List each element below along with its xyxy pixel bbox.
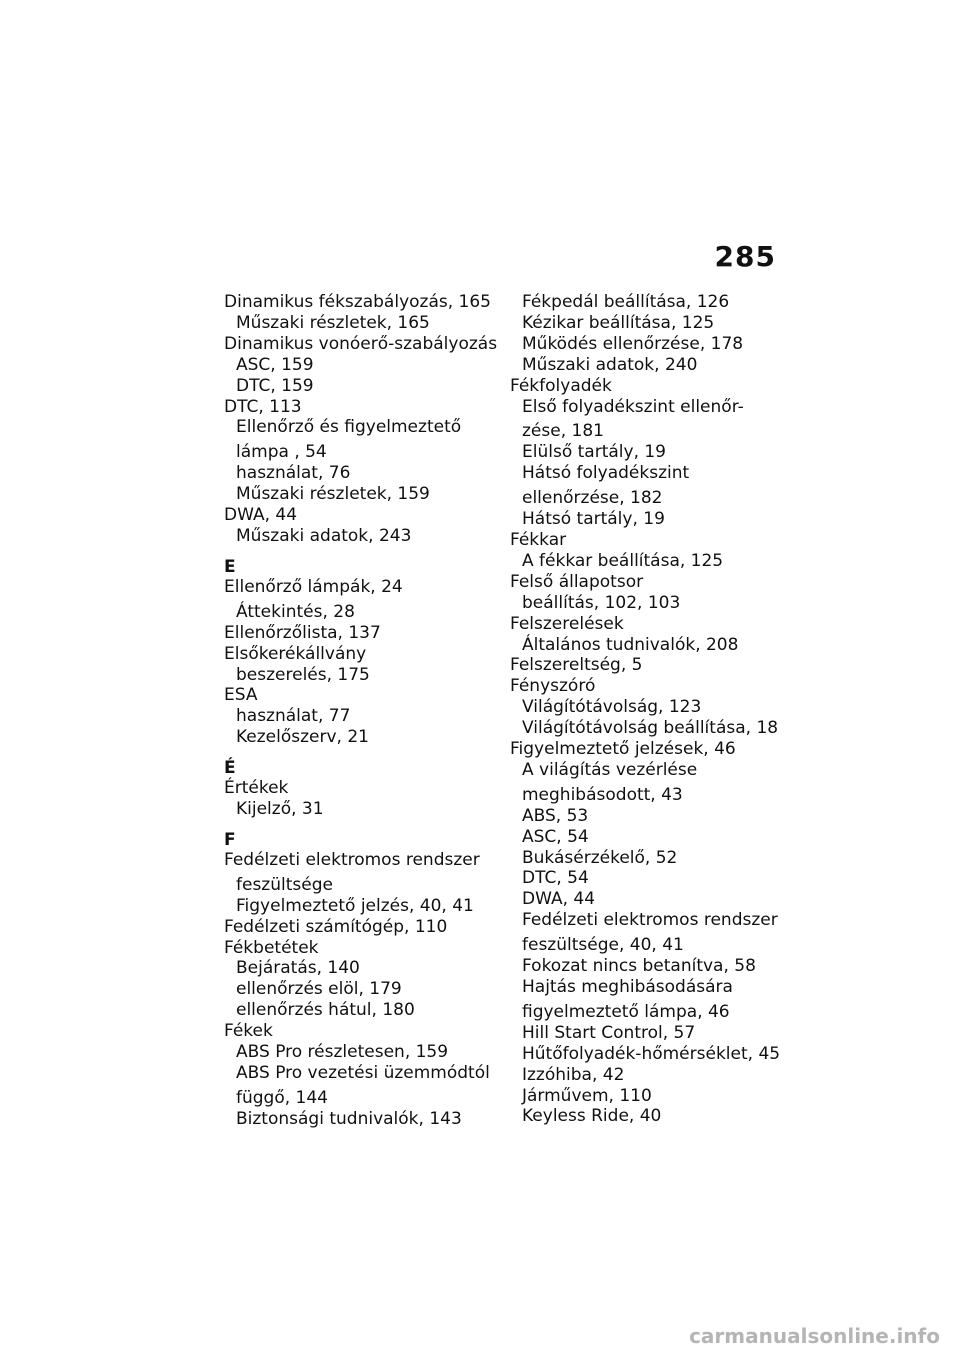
- index-subentry: Általános tudnivalók, 208: [522, 634, 739, 655]
- index-entry: Ellenőrzőlista, 137: [224, 622, 381, 643]
- index-subentry: A fékkar beállítása, 125: [522, 550, 724, 571]
- index-entry: Felszerelések: [510, 613, 624, 634]
- index-entry: Figyelmeztető jelzések, 46: [510, 739, 736, 760]
- index-subentry: Kezelőszerv, 21: [236, 727, 369, 748]
- index-section-letter: E: [224, 556, 236, 577]
- watermark-text: carmanualsonline.info: [689, 1324, 940, 1348]
- index-subentry: DWA, 44: [522, 889, 596, 910]
- index-subentry: Világítótávolság beállítása, 18: [522, 718, 779, 739]
- index-subentry: Biztonsági tudnivalók, 143: [236, 1108, 462, 1129]
- index-subentry: Hill Start Control, 57: [522, 1022, 696, 1043]
- index-subentry: Fokozat nincs betanítva, 58: [522, 956, 756, 977]
- index-entry: DWA, 44: [224, 505, 298, 526]
- index-subentry: figyelmeztető lámpa, 46: [522, 1001, 730, 1022]
- index-subentry: beállítás, 102, 103: [522, 592, 681, 613]
- index-subentry: Áttekintés, 28: [236, 601, 355, 622]
- index-entry: Értékek: [224, 778, 289, 799]
- index-subentry: beszerelés, 175: [236, 664, 370, 685]
- index-entry: Felső állapotsor: [510, 571, 644, 592]
- index-subentry: Hátsó tartály, 19: [522, 509, 665, 530]
- index-subentry: Hajtás meghibásodására: [522, 977, 733, 997]
- index-subentry: ellenőrzés hátul, 180: [236, 1000, 415, 1021]
- index-column-left: [224, 292, 504, 1130]
- index-entry: Fényszóró: [510, 676, 596, 697]
- index-subentry: használat, 77: [236, 706, 351, 727]
- index-subentry: ASC, 54: [522, 826, 589, 847]
- index-subentry: Fedélzeti elektromos rendszer: [522, 910, 778, 931]
- index-entry: DTC, 113: [224, 396, 302, 417]
- index-entry: Fékfolyadék: [510, 375, 612, 396]
- index-entry: Dinamikus fékszabályozás, 165: [224, 292, 491, 312]
- index-subentry: Járművem, 110: [522, 1085, 652, 1106]
- index-subentry: Elülső tartály, 19: [522, 442, 667, 463]
- index-subentry: Keyless Ride, 40: [522, 1106, 662, 1127]
- index-subentry: lámpa , 54: [236, 442, 327, 463]
- index-subentry: feszültsége, 40, 41: [522, 935, 684, 956]
- index-entry: Fedélzeti elektromos rendszer: [224, 849, 480, 870]
- index-entry: Fékkar: [510, 529, 567, 550]
- index-subentry: DTC, 54: [522, 868, 589, 889]
- index-subentry: zése, 181: [522, 421, 604, 442]
- index-subentry: ellenőrzése, 182: [522, 488, 663, 509]
- index-entry: Felszereltség, 5: [510, 655, 643, 676]
- index-subentry: Első folyadékszint ellenőr-: [522, 396, 744, 417]
- index-subentry: Világítótávolság, 123: [522, 697, 702, 718]
- index-subentry: függő, 144: [236, 1087, 328, 1108]
- page-number: 285: [714, 240, 776, 273]
- index-subentry: Műszaki részletek, 165: [236, 312, 430, 333]
- index-subentry: Izzóhiba, 42: [522, 1064, 625, 1085]
- index-subentry: Figyelmeztető jelzés, 40, 41: [236, 895, 474, 916]
- index-subentry: Működés ellenőrzése, 178: [522, 333, 744, 354]
- index-subentry: Fékpedál beállítása, 126: [522, 292, 730, 312]
- index-entry: Elsőkerékállvány: [224, 643, 367, 664]
- index-entry: Fedélzeti számítógép, 110: [224, 916, 448, 937]
- index-subentry: Műszaki adatok, 240: [522, 354, 698, 375]
- index-subentry: meghibásodott, 43: [522, 784, 683, 805]
- index-subentry: Hűtőfolyadék-hőmérséklet, 45: [522, 1043, 781, 1064]
- index-subentry: Bukásérzékelő, 52: [522, 847, 678, 868]
- index-subentry: ABS Pro részletesen, 159: [236, 1042, 449, 1063]
- index-subentry: Hátsó folyadékszint: [522, 463, 690, 484]
- index-subentry: feszültsége: [236, 874, 333, 895]
- index-subentry: Műszaki adatok, 243: [236, 525, 412, 546]
- index-subentry: használat, 76: [236, 463, 351, 484]
- index-subentry: Kézikar beállítása, 125: [522, 312, 715, 333]
- index-entry: Fékbetétek: [224, 937, 319, 958]
- index-entry: Fékek: [224, 1021, 273, 1042]
- index-subentry: ASC, 159: [236, 354, 314, 375]
- index-column-right: [510, 292, 785, 1127]
- index-subentry: Bejáratás, 140: [236, 958, 360, 979]
- index-subentry: DTC, 159: [236, 375, 314, 396]
- index-subentry: Kijelző, 31: [236, 799, 324, 820]
- index-subentry: Műszaki részletek, 159: [236, 484, 430, 505]
- index-subentry: ABS Pro vezetési üzemmódtól: [236, 1063, 490, 1083]
- index-subentry: Ellenőrző és figyelmeztető: [236, 417, 462, 438]
- index-subentry: ellenőrzés elöl, 179: [236, 979, 402, 1000]
- index-section-letter: F: [224, 829, 236, 850]
- index-entry: Ellenőrző lámpák, 24: [224, 576, 403, 597]
- index-subentry: ABS, 53: [522, 805, 589, 826]
- index-entry: ESA: [224, 685, 258, 706]
- index-section-letter: É: [224, 758, 236, 779]
- index-entry: Dinamikus vonóerő-szabályozás: [224, 333, 498, 354]
- index-subentry: A világítás vezérlése: [522, 759, 698, 780]
